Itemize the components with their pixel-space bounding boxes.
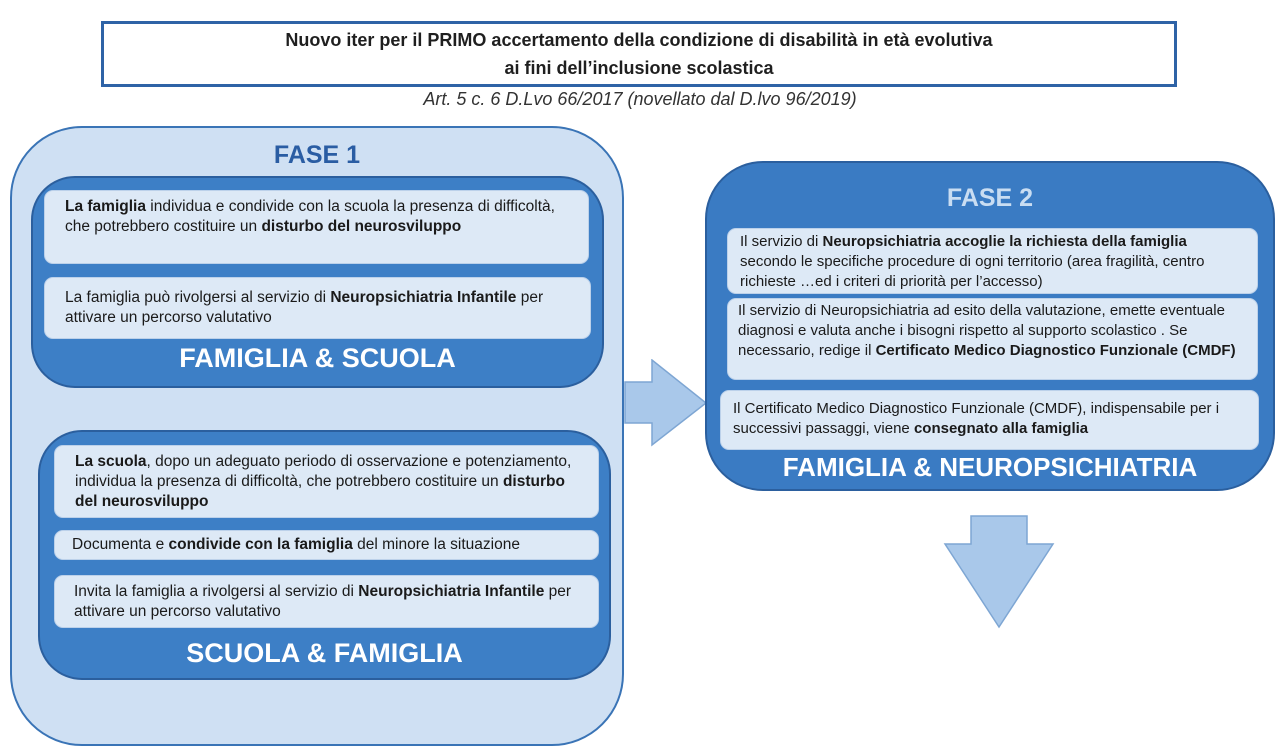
card-scuola-documenta: Documenta e condivide con la famiglia del minore la situazione	[54, 530, 599, 560]
card-famiglia-npi: La famiglia può rivolgersi al servizio di Neuropsichiatria Infantile per attivare un percorso valutativo	[44, 277, 591, 339]
title-line-2: ai fini dell’inclusione scolastica	[504, 58, 774, 78]
arrow-down-icon	[943, 514, 1055, 630]
card-scuola-invita: Invita la famiglia a rivolgersi al servizio di Neuropsichiatria Infantile per attivare un percorso valutativo	[54, 575, 599, 628]
phase2-title: FASE 2	[946, 184, 1034, 212]
label-scuola-famiglia: SCUOLA & FAMIGLIA	[186, 638, 463, 668]
card-scuola-osservazione: La scuola, dopo un adeguato periodo di osservazione e potenziamento, individua la presenza di difficoltà, che potrebbero costituire un disturbo del neurosviluppo	[54, 445, 599, 518]
card-cmdf-consegnato: Il Certificato Medico Diagnostico Funzionale (CMDF), indispensabile per i successivi passaggi, viene consegnato alla famiglia	[720, 390, 1259, 450]
label-famiglia-scuola: FAMIGLIA & SCUOLA	[179, 343, 456, 373]
label-famiglia-neuropsichiatria: FAMIGLIA & NEUROPSICHIATRIA	[782, 452, 1198, 482]
arrow-right-icon	[624, 359, 708, 447]
card-npi-valutazione: Il servizio di Neuropsichiatria ad esito della valutazione, emette eventuale diagnosi e valuta anche i bisogni rispetto al supporto scolastico . Se necessario, redige il Certificato Medico Diagnostico Funzionale (CMDF)	[727, 298, 1258, 380]
title-box	[101, 21, 1177, 87]
title-line-1: Nuovo iter per il PRIMO accertamento della condizione di disabilità in età evolutiva	[285, 30, 993, 50]
card-famiglia-difficolta: La famiglia individua e condivide con la scuola la presenza di difficoltà, che potrebbero costituire un disturbo del neurosviluppo	[44, 190, 589, 264]
card-npi-accoglie: Il servizio di Neuropsichiatria accoglie la richiesta della famiglia secondo le specifiche procedure di ogni territorio (area fragilità, centro richieste …ed i criteri di priorità per l’accesso)	[727, 228, 1258, 294]
phase1-title: FASE 1	[273, 141, 361, 169]
subtitle: Art. 5 c. 6 D.Lvo 66/2017 (novellato dal D.lvo 96/2019)	[423, 89, 857, 109]
